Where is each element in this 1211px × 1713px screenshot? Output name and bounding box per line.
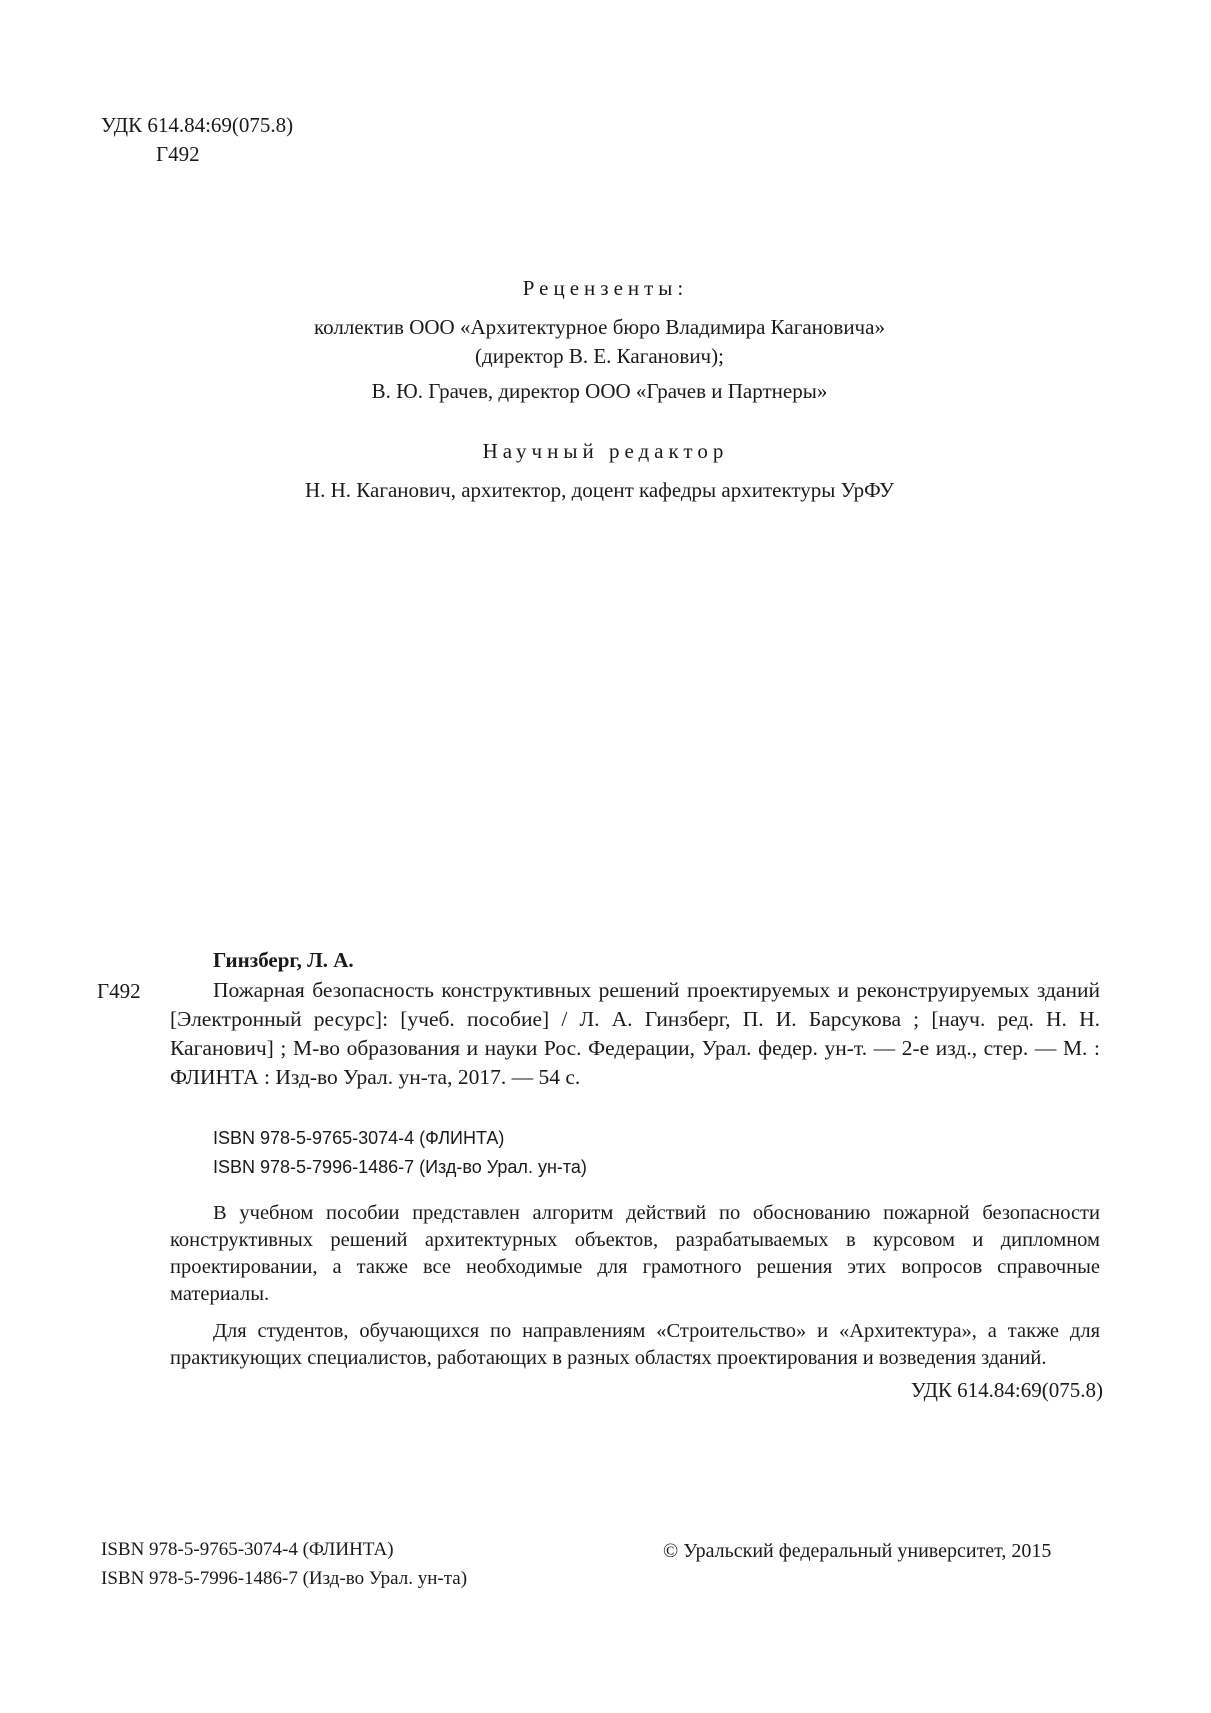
catalog-abstract-paragraph: В учебном пособии представлен алгоритм действий по обоснованию пожарной безопасности конструктивных решений архитектурных объектов, разрабатываемых в курсовом и дипломном проектировании, а также все необходимые для грамотного решения этих вопросов справочные материалы.	[170, 1202, 1100, 1305]
reviewer-line: (директор В. Е. Каганович);	[475, 344, 724, 368]
footer-isbn: ISBN 978-5-7996-1486-7 (Изд-во Урал. ун-та)	[101, 1568, 468, 1589]
catalog-abstract-paragraph: Для студентов, обучающихся по направлениям «Строительство» и «Архитектура», а также для практикующих специалистов, работающих в разных областях проектирования и возведения зданий.	[170, 1320, 1100, 1369]
reviewer-line: коллектив ООО «Архитектурное бюро Владимира Кагановича»	[314, 315, 885, 339]
catalog-description: Пожарная безопасность конструктивных решений проектируемых и реконструируемых зданий [Электронный ресурс]: [учеб. пособие] / Л. А. Гинзберг, П. И. Барсукова ; [науч. ред. Н. Н. Каганович] ; М-во образования и науки Рос. Федерации, Урал. федер. ун-т. — 2-е изд., стер. — М. : ФЛИНТА : Изд-во Урал. ун-та, 2017. — 54 с.	[170, 978, 1100, 1089]
udk-code-top: УДК 614.84:69(075.8)	[101, 113, 294, 137]
catalog-isbn: ISBN 978-5-9765-3074-4 (ФЛИНТА)	[213, 1128, 505, 1148]
copyright-notice: © Уральский федеральный университет, 2015	[663, 1540, 1052, 1562]
editor-line: Н. Н. Каганович, архитектор, доцент кафедры архитектуры УрФУ	[304, 478, 895, 502]
reviewer-line: В. Ю. Грачев, директор ООО «Грачев и Партнеры»	[371, 379, 828, 403]
catalog-udk: УДК 614.84:69(075.8)	[910, 1378, 1103, 1402]
catalog-author: Гинзберг, Л. А.	[213, 948, 354, 972]
catalog-isbn: ISBN 978-5-7996-1486-7 (Изд-во Урал. ун-та)	[213, 1157, 587, 1177]
author-sign-top: Г492	[156, 142, 200, 166]
footer-isbn: ISBN 978-5-9765-3074-4 (ФЛИНТА)	[101, 1539, 394, 1560]
catalog-author-sign: Г492	[97, 979, 141, 1003]
reviewers-heading: Рецензенты:	[522, 276, 689, 300]
editor-heading: Научный редактор	[482, 439, 729, 463]
